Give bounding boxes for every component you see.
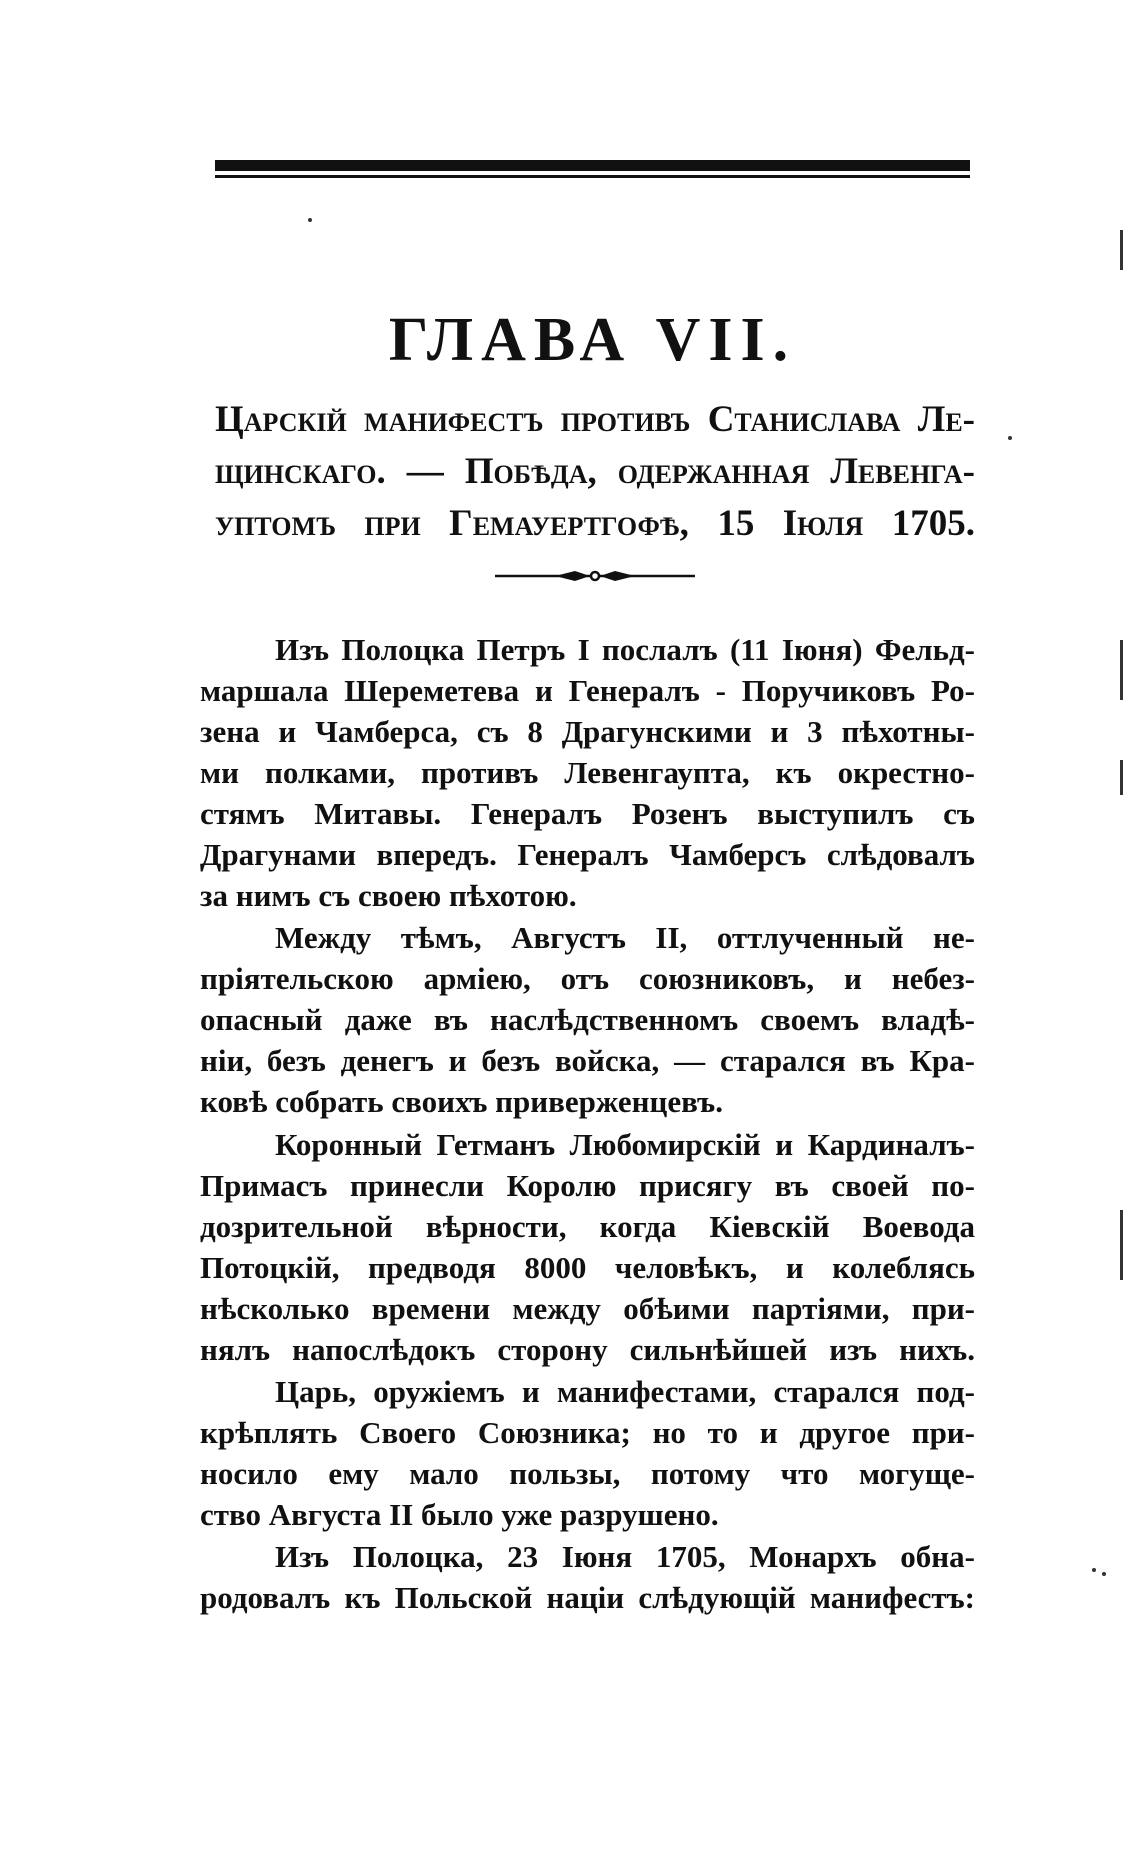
- body-text-line: ми полками, противъ Левенгаупта, къ окрестно-: [200, 755, 975, 790]
- body-text-line: ство Августа II было уже разрушено.: [200, 1497, 719, 1532]
- edge-mark: [1120, 760, 1123, 795]
- scan-dot: [1092, 1568, 1096, 1572]
- body-text-line: за нимъ съ своею пѣхотою.: [200, 878, 577, 913]
- body-text-line: стямъ Митавы. Генералъ Розенъ выступилъ съ: [200, 796, 975, 831]
- chapter-summary-line: уптомъ при Гемауертгофѣ, 15 Іюля 1705.: [215, 503, 975, 544]
- body-text-line: пріятельскою арміею, отъ союзниковъ, и небез-: [200, 961, 975, 996]
- body-text-line: Между тѣмъ, Августъ II, оттлученный не-: [275, 920, 975, 955]
- body-text-line: носило ему мало пользы, потому что могуще-: [200, 1456, 975, 1491]
- body-text-line: Изъ Полоцка, 23 Іюня 1705, Монархъ обна-: [275, 1539, 975, 1574]
- edge-mark: [1120, 230, 1123, 270]
- body-text-line: дозрительной вѣрности, когда Кіевскій Воевода: [200, 1209, 975, 1244]
- edge-mark: [1120, 640, 1123, 700]
- chapter-summary-line: щинскаго. — Побѣда, одержанная Левенга-: [215, 451, 975, 492]
- body-text-line: ковѣ собрать своихъ приверженцевъ.: [200, 1084, 723, 1119]
- body-text-line: Изъ Полоцка Петръ I послалъ (11 Іюня) Фельд-: [275, 632, 975, 667]
- body-text-line: родовалъ къ Польской націи слѣдующій манифестъ:: [200, 1580, 975, 1615]
- chapter-title: ГЛАВА VII.: [388, 306, 797, 374]
- body-text-line: нѣсколько времени между обѣими партіями, при-: [200, 1291, 975, 1326]
- scan-dot: [1008, 436, 1012, 440]
- body-text-line: опасный даже въ наслѣдственномъ своемъ владѣ-: [200, 1002, 975, 1037]
- header-double-rule: [215, 160, 970, 180]
- header-rule-thin: [215, 175, 970, 178]
- body-text-line: Драгунами впередъ. Генералъ Чамберсъ слѣдовалъ: [200, 837, 975, 872]
- scan-dot: [308, 218, 312, 222]
- chapter-summary-line: Царскій манифестъ противъ Станислава Ле-: [215, 399, 975, 440]
- body-text-line: ніи, безъ денегъ и безъ войска, — старался въ Кра-: [200, 1043, 975, 1078]
- body-text-line: нялъ напослѣдокъ сторону сильнѣйшей изъ нихъ.: [200, 1332, 975, 1367]
- body-text-line: зена и Чамберса, съ 8 Драгунскими и 3 пѣхотны-: [200, 714, 975, 749]
- body-text-line: Потоцкій, предводя 8000 человѣкъ, и колеблясь: [200, 1250, 975, 1285]
- scan-dot: [1102, 1572, 1106, 1576]
- body-text-line: крѣплять Своего Союзника; но то и другое при-: [200, 1415, 975, 1450]
- ornamental-divider: [495, 568, 695, 584]
- header-rule-thick: [215, 160, 970, 171]
- body-text-line: Примасъ принесли Королю присягу въ своей по-: [200, 1168, 975, 1203]
- body-text-line: Царь, оружіемъ и манифестами, старался под-: [275, 1374, 975, 1409]
- body-text-line: маршала Шереметева и Генералъ - Поручиковъ Ро-: [200, 673, 975, 708]
- edge-mark: [1120, 1210, 1123, 1280]
- body-text-line: Коронный Гетманъ Любомирскій и Кардиналъ-: [275, 1127, 975, 1162]
